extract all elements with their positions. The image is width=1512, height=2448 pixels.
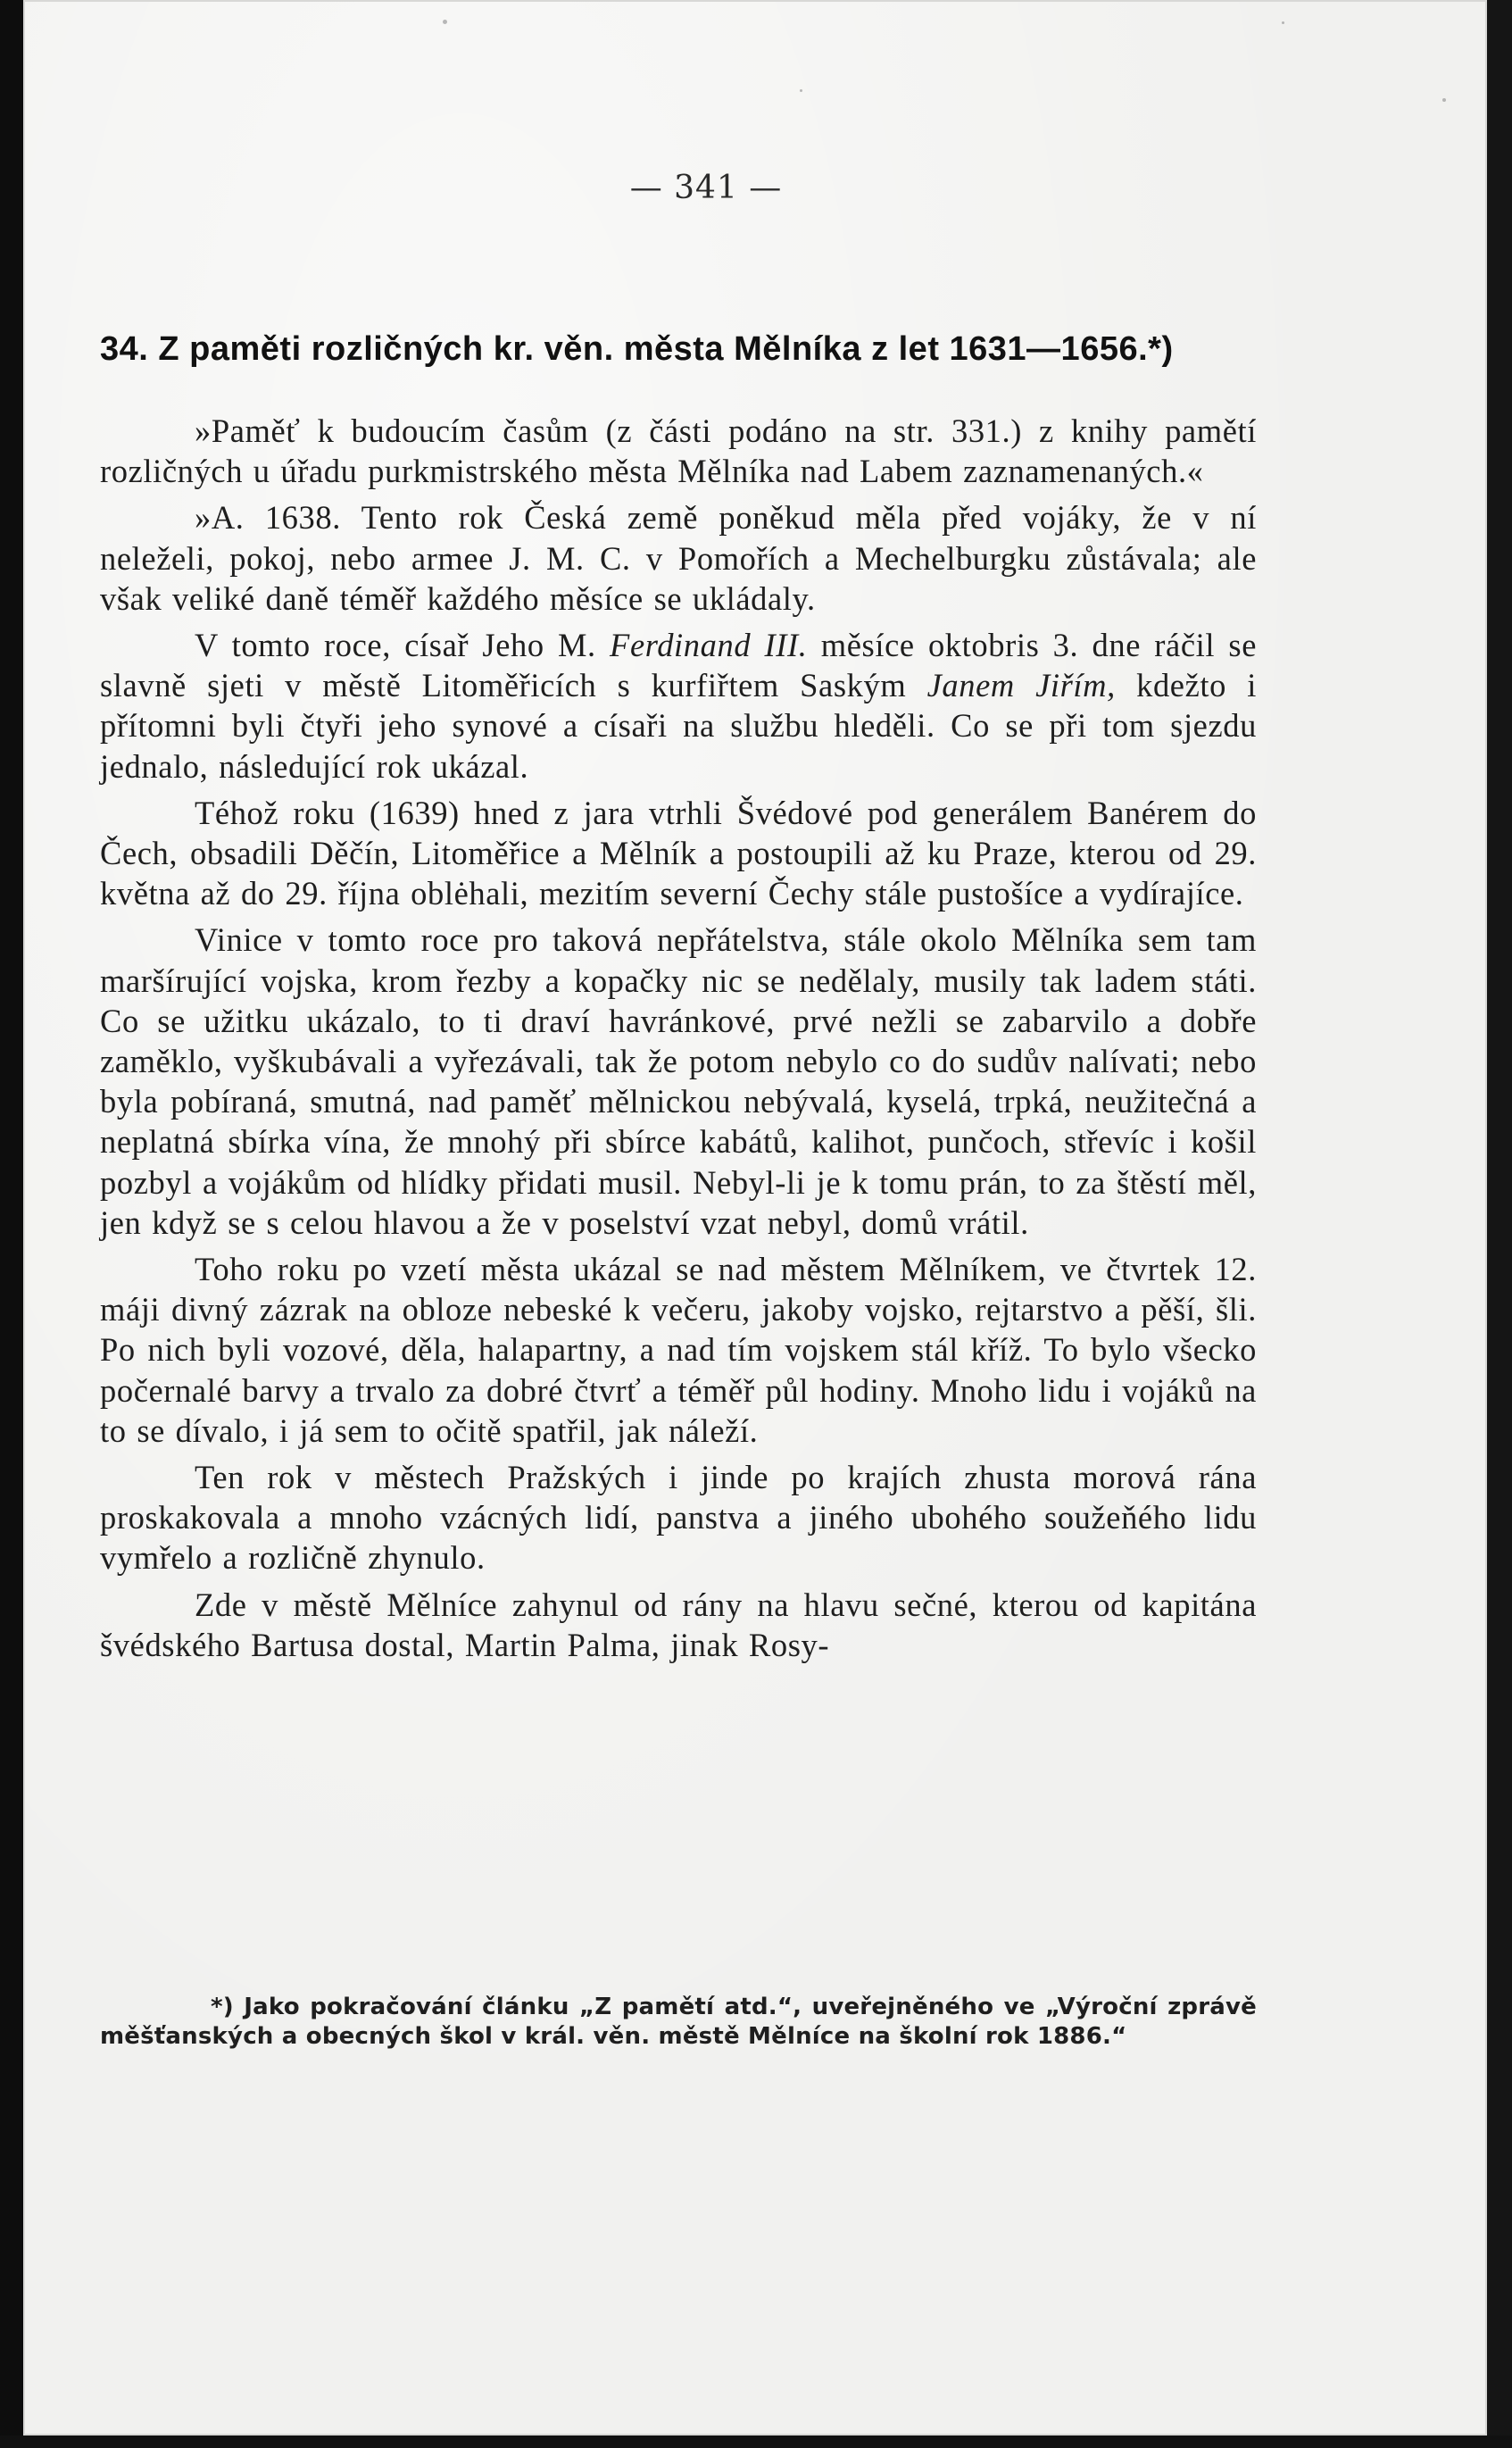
scan-right-edge [1487, 0, 1512, 2448]
footnote [100, 1993, 1257, 2052]
paragraph: V tomto roce, císař Jeho M. Ferdinand III. měsíce oktobris 3. dne ráčil se slavně sjeti v městě Litoměřicích s kurfiřtem Saským Janem Jiřím, kdežto i přítomni byli čtyři jeho synové a císaři na službu hleděli. Co se při tom sjezdu jednalo, následující rok ukázal. [100, 627, 1257, 785]
paper-speck [1282, 21, 1284, 24]
emphasis: Ferdinand III. [610, 627, 808, 664]
paragraph: Toho roku po vzetí města ukázal se nad městem Mělníkem, ve čtvrtek 12. máji divný zázrak na obloze nebeské k večeru, jakoby vojsko, rejtarstvo a pěší, šli. Po nich byli vozové, děla, halapartny, a nad tím vojskem stál kříž. To bylo všecko počernalé barvy a trvalo za dobré čtvrť a téměř půl hodiny. Mnoho lidu i vojáků na to se dívalo, i já sem to očitě spatřil, jak náleží. [100, 1251, 1257, 1449]
scan-bottom-edge [0, 2436, 1512, 2448]
paragraph: »A. 1638. Tento rok Česká země poněkud měla před vojáky, že v ní neleželi, pokoj, nebo armee J. M. C. v Pomořích a Mechelburgku zůstávala; ale však veliké daně téměř každého měsíce se ukládaly. [100, 499, 1257, 617]
emphasis: Janem Jiřím, [926, 667, 1116, 704]
paragraph: Ten rok v městech Pražských i jinde po krajích zhusta morová rána proskakovala a mnoho vzácných lidí, panstva a jiného ubohého soužeňého lidu vymřelo a rozličně zhynulo. [100, 1459, 1257, 1577]
paragraph: »Paměť k budoucím časům (z části podáno na str. 331.) z knihy pamětí rozličných u úřadu purkmistrského města Mělníka nad Labem zaznamenaných.« [100, 412, 1257, 490]
section-heading: 34. Z paměti rozličných kr. věn. města Mělníka z let 1631—1656.*) [100, 330, 1174, 368]
body-text [100, 411, 1257, 1671]
footnote-text: *) Jako pokračování článku „Z pamětí atd.“, uveřejněného ve „Výroční zprávě měšťanských a obecných škol v král. věn. městě Mělníce na školní rok 1886.“ [100, 1994, 1257, 2050]
paragraph: Vinice v tomto roce pro taková nepřátelstva, stále okolo Mělníka sem tam maršírující vojska, krom řezby a kopačky nic se nedělaly, musily tak ladem státi. Co se užitku ukázalo, to ti draví havránkové, prvé nežli se zabarvilo a dobře zaměklo, vyškubávali a vyřezávali, tak že potom nebylo co do sudův nalívati; nebo byla pobíraná, smutná, nad paměť mělnickou nebývalá, kyselá, trpká, neužitečná a neplatná sbírka vína, že mnohý při sbírce kabátů, kalihot, punčoch, střevíc i košil pozbyl a vojákům od hlídky přidati musil. Nebyl-li je k tomu prán, to za štěstí měl, jen když se s celou hlavou a že v poselství vzat nebyl, domů vrátil. [100, 921, 1257, 1241]
paper-speck [800, 89, 802, 92]
paper-speck [1442, 98, 1446, 102]
paper-speck [443, 20, 447, 24]
scan-left-edge [0, 0, 23, 2448]
book-page [23, 0, 1487, 2436]
paragraph: Zde v městě Mělníce zahynul od rány na hlavu sečné, kterou od kapitána švédského Bartusa dostal, Martin Palma, jinak Rosy- [100, 1586, 1257, 1663]
paragraph: Téhož roku (1639) hned z jara vtrhli Švédové pod generálem Banérem do Čech, obsadili Děčín, Litoměřice a Mělník a postoupili až ku Praze, kterou od 29. května až do 29. října oblėhali, mezitím severní Čechy stále pustošíce a vydírajíce. [100, 794, 1257, 912]
page-number: — 341 — [629, 170, 783, 206]
